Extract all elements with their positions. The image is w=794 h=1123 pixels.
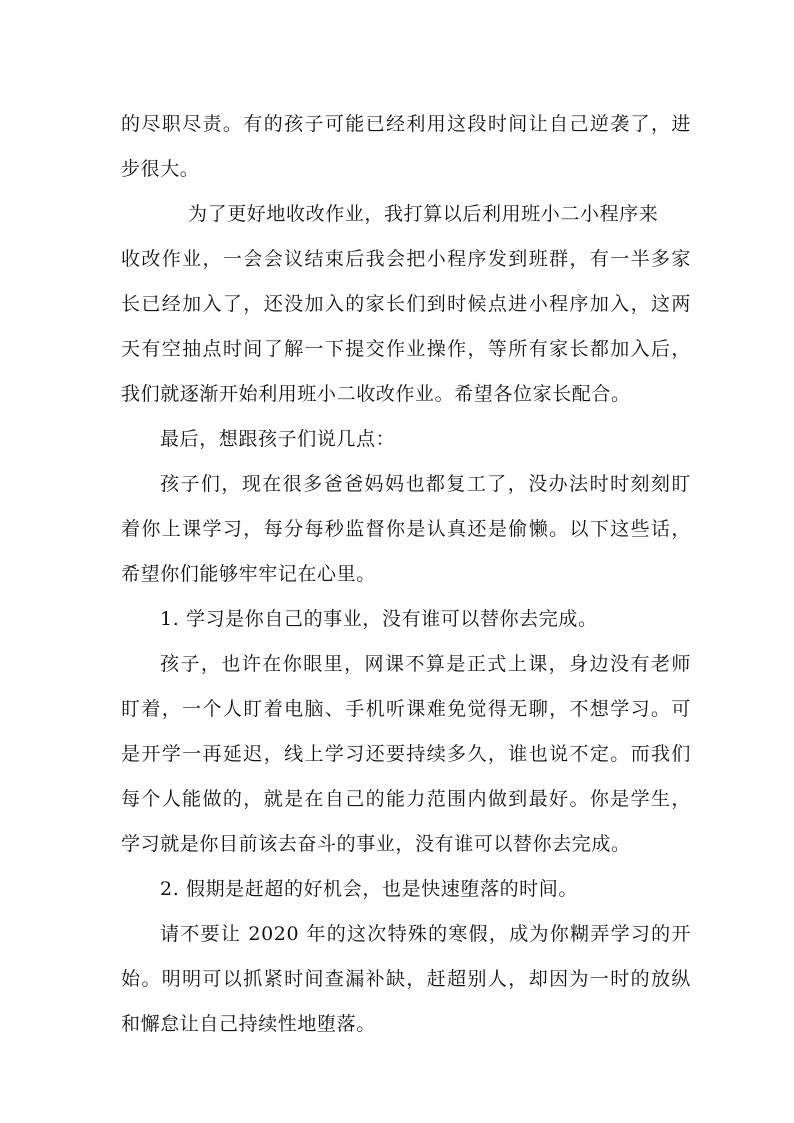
text-line: 盯着，一个人盯着电脑、手机听课难免觉得无聊，不想学习。可	[121, 698, 691, 720]
text-line: 2. 假期是赶超的好机会，也是快速堕落的时间。	[160, 878, 578, 900]
text-line: 是开学一再延迟，线上学习还要持续多久，谁也说不定。而我们	[121, 743, 691, 765]
text-line: 和懈怠让自己持续性地堕落。	[121, 1013, 376, 1035]
text-line: 每个人能做的，就是在自己的能力范围内做到最好。你是学生，	[121, 788, 691, 810]
text-line: 孩子们，现在很多爸爸妈妈也都复工了，没办法时时刻刻盯	[160, 473, 691, 495]
text-line: 长已经加入了，还没加入的家长们到时候点进小程序加入，这两	[121, 293, 691, 315]
text-line: 步很大。	[121, 158, 200, 180]
text-line: 着你上课学习，每分每秒监督你是认真还是偷懒。以下这些话，	[121, 518, 691, 540]
text-line: 天有空抽点时间了解一下提交作业操作，等所有家长都加入后，	[121, 338, 691, 360]
text-line: 希望你们能够牢牢记在心里。	[121, 563, 376, 585]
text-line: 最后，想跟孩子们说几点：	[160, 428, 396, 450]
text-line: 为了更好地收改作业，我打算以后利用班小二小程序来	[188, 203, 659, 225]
text-line: 我们就逐渐开始利用班小二收改作业。希望各位家长配合。	[121, 383, 631, 405]
text-line: 请不要让 2020 年的这次特殊的寒假，成为你糊弄学习的开	[160, 923, 691, 945]
text-line: 孩子，也许在你眼里，网课不算是正式上课，身边没有老师	[160, 653, 691, 675]
text-line: 学习就是你目前该去奋斗的事业，没有谁可以替你去完成。	[121, 833, 631, 855]
text-line: 始。明明可以抓紧时间查漏补缺，赶超别人，却因为一时的放纵	[121, 968, 691, 990]
text-line: 收改作业，一会会议结束后我会把小程序发到班群，有一半多家	[121, 248, 691, 270]
text-line: 1. 学习是你自己的事业，没有谁可以替你去完成。	[160, 608, 598, 630]
text-line: 的尽职尽责。有的孩子可能已经利用这段时间让自己逆袭了，进	[121, 113, 691, 135]
